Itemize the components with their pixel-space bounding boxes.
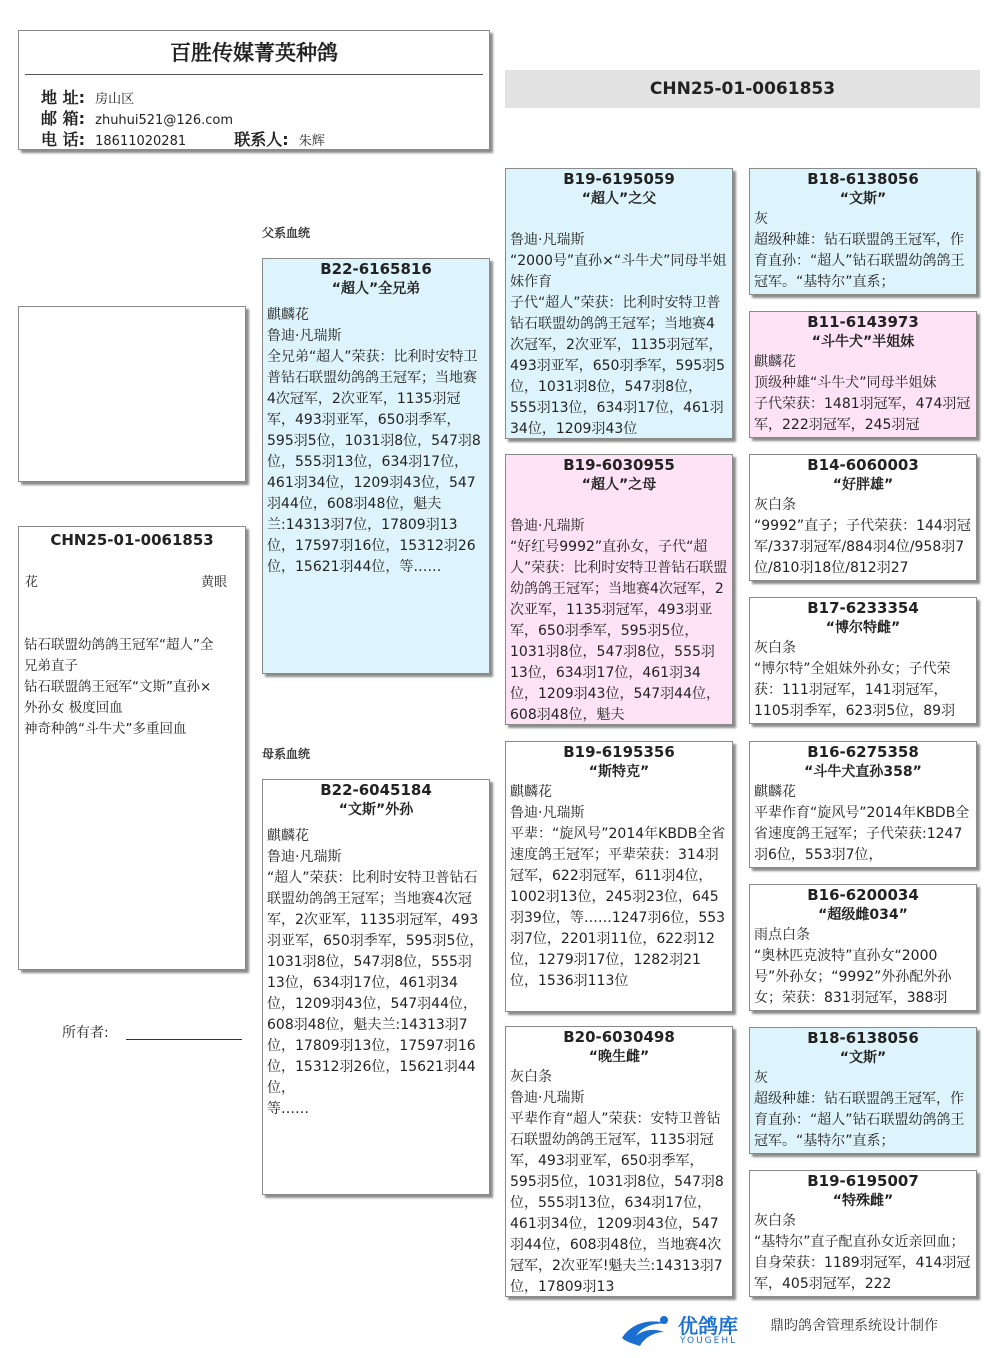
dam-card bbox=[262, 779, 490, 1195]
detail-line: “好红号9992”直孙女，子代“超人”荣获：比利时安特卫普钻石联盟幼鸽鸽王冠军；当地赛4次冠军，2次亚军，1135羽冠军，493羽亚军，650羽季军，595羽5位，1031羽8位，547羽8位，555羽13位，634羽17位，461羽34位，1209羽43位，547羽44位，608羽48位，魁夫 bbox=[510, 539, 728, 723]
logo-text-en: YOUGEHL bbox=[680, 1336, 738, 1346]
ancestor-details bbox=[750, 782, 976, 866]
detail-line: 平辈：“旋风号”2014年KBDB全省速度鸽王冠军；平辈荣获：314羽冠军，622羽冠军，611羽4位，1002羽13位，245羽23位，645羽39位，等……1247羽6位，553羽7位，2201羽11位，622羽12位，1279羽17位，1282羽21位，1536羽113位 bbox=[510, 826, 726, 989]
ancestor-ring: B11-6143973 bbox=[807, 313, 919, 331]
owner-signature-line[interactable] bbox=[126, 1039, 242, 1040]
detail-line: 鲁迪·凡瑞斯 bbox=[510, 518, 585, 534]
dam-name: “文斯”外孙 bbox=[338, 802, 414, 818]
detail-line: 子代“超人”荣获：比利时安特卫普钻石联盟幼鸽鸽王冠军；当地赛4次冠军，2次亚军，1135羽冠军，493羽亚军，650羽季军，595羽5位，1031羽8位，547羽8位，555羽13位，634羽17位，461羽34位，1209羽43位 bbox=[510, 295, 726, 437]
pigeon-description-line: 神奇种鸽“斗牛犬”多重回血 bbox=[24, 721, 187, 737]
phone-row bbox=[41, 127, 325, 150]
ancestor-ring: B16-6200034 bbox=[807, 886, 919, 904]
pigeon-color: 花 bbox=[25, 575, 39, 590]
sire-line-label: 父系血统 bbox=[262, 226, 311, 240]
ancestor-name: “文斯” bbox=[839, 191, 887, 207]
sire-detail-line: 全兄弟“超人”荣获：比利时安特卫普钻石联盟幼鸽鸽王冠军；当地赛4次冠军，2次亚军，1135羽冠军，493羽亚军，650羽季军，595羽5位，1031羽8位，547羽8位，555羽13位，634羽17位，461羽34位，1209羽43位，547羽44位，608羽48位，魁夫兰:14313羽7位，17809羽13位，17597羽16位，15312羽26位，15621羽44位，等…… bbox=[267, 349, 481, 575]
footer-credit: 鼎昀鸽舍管理系统设计制作 bbox=[770, 1318, 938, 1334]
email-row bbox=[41, 106, 233, 129]
detail-line: 鲁迪·凡瑞斯 bbox=[510, 805, 585, 821]
detail-line: 麒麟花 bbox=[754, 784, 796, 800]
ancestor-ring: B16-6275358 bbox=[807, 743, 919, 761]
email-value: zhuhui521@126.com bbox=[95, 113, 234, 128]
ancestor-name: “博尔特雌” bbox=[825, 620, 901, 636]
ancestor-details bbox=[750, 1211, 976, 1295]
ancestor-name: “斗牛犬直孙358” bbox=[804, 764, 922, 780]
pigeon-info-card bbox=[18, 526, 246, 970]
detail-line: 灰白条 bbox=[754, 640, 796, 656]
granddam-paternal-card bbox=[505, 454, 733, 725]
contact-label: 联系人: bbox=[234, 130, 289, 149]
yougeku-logo bbox=[618, 1308, 758, 1348]
ring-number-banner: CHN25-01-0061853 bbox=[505, 70, 980, 108]
pigeon-description-line: 钻石联盟鸽王冠军“文斯”直孙× bbox=[24, 679, 212, 695]
phone-value: 18611020281 bbox=[95, 134, 187, 149]
pigeon-photo-placeholder bbox=[18, 306, 246, 482]
phone-label: 电 话: bbox=[41, 130, 85, 149]
dam-details bbox=[263, 826, 489, 1120]
ancestor-details bbox=[750, 1068, 976, 1152]
detail-line: 雨点白条 bbox=[754, 927, 810, 943]
pigeon-swirl-icon bbox=[618, 1308, 674, 1348]
sire-ring-number: B22-6165816 bbox=[320, 260, 432, 278]
ancestor-card-7 bbox=[749, 1027, 977, 1154]
ancestor-name: “好胖雄” bbox=[832, 477, 894, 493]
detail-line: 灰白条 bbox=[510, 1069, 552, 1085]
address-value: 房山区 bbox=[95, 92, 135, 107]
dam-detail-line: “超人”荣获：比利时安特卫普钻石联盟幼鸽鸽王冠军；当地赛4次冠军，2次亚军，1135羽冠军，493羽亚军，650羽季军，595羽5位，1031羽8位，547羽8位，555羽13位，634羽17位，461羽34位，1209羽43位，547羽44位，608羽48位，魁夫兰:14313羽7位，17809羽13位，17597羽16位，15312羽26位，15621羽44位， bbox=[267, 870, 484, 1096]
detail-line: 鲁迪·凡瑞斯 bbox=[510, 1090, 585, 1106]
dam-ring-number: B22-6045184 bbox=[320, 781, 432, 799]
detail-line: 麒麟花 bbox=[754, 354, 796, 370]
ancestor-details bbox=[750, 209, 976, 293]
detail-line: “9992”直子；子代荣获：144羽冠军/337羽冠军/884羽4位/958羽7位/810羽18位/812羽27 bbox=[754, 518, 971, 576]
header-divider bbox=[25, 74, 483, 75]
grandsire-maternal-details bbox=[506, 782, 732, 992]
detail-line: “2000号”直孙×“斗牛犬”同母半姐妹作育 bbox=[510, 253, 727, 290]
detail-line: 灰白条 bbox=[754, 1213, 796, 1229]
detail-line: 超级种雄：钻石联盟鸽王冠军，作育直孙：“超人”钻石联盟幼鸽鸽王冠军。“基特尔”直系； bbox=[754, 1091, 965, 1149]
loft-name: 百胜传媒菁英种鸽 bbox=[170, 41, 338, 65]
sire-detail-line: 麒麟花 bbox=[267, 307, 309, 323]
ancestor-card-8 bbox=[749, 1170, 977, 1297]
ancestor-name: “文斯” bbox=[839, 1050, 887, 1066]
pigeon-eye: 黄眼 bbox=[200, 575, 227, 590]
detail-line: 超级种雄：钻石联盟鸽王冠军，作育直孙：“超人”钻石联盟幼鸽鸽王冠军。“基特尔”直系； bbox=[754, 232, 965, 290]
dam-line-label: 母系血统 bbox=[262, 747, 311, 761]
ancestor-name: “特殊雌” bbox=[832, 1193, 894, 1209]
pigeon-description bbox=[24, 635, 244, 740]
detail-line: 鲁迪·凡瑞斯 bbox=[510, 232, 585, 248]
detail-line: 子代荣获：1481羽冠军，474羽冠军，222羽冠军，245羽冠 bbox=[754, 396, 971, 433]
grandsire-paternal-card bbox=[505, 168, 733, 439]
ancestor-details bbox=[750, 638, 976, 722]
ancestor-ring: B17-6233354 bbox=[807, 599, 919, 617]
pigeon-description-line: 外孙女 极度回血 bbox=[24, 700, 123, 716]
ancestor-ring: B18-6138056 bbox=[807, 170, 919, 188]
detail-line: 平辈作育“超人”荣获：安特卫普钻石联盟幼鸽鸽王冠军，1135羽冠军，493羽亚军，650羽季军，595羽5位，1031羽8位，547羽8位，555羽13位，634羽17位，461羽34位，1209羽43位，547羽44位，608羽48位，当地赛4次冠军，2次亚军!魁夫兰:14313羽7位，17809羽13 bbox=[510, 1111, 724, 1295]
ancestor-name: “斗牛犬”半姐妹 bbox=[811, 334, 915, 350]
sire-name: “超人”全兄弟 bbox=[331, 281, 421, 297]
detail-line: 灰 bbox=[754, 211, 768, 227]
detail-line: 灰白条 bbox=[754, 497, 796, 513]
granddam-maternal-details bbox=[506, 1067, 732, 1297]
address-label: 地 址: bbox=[41, 88, 85, 107]
ancestor-card-5 bbox=[749, 741, 977, 868]
ancestor-ring: B14-6060003 bbox=[807, 456, 919, 474]
sire-details bbox=[263, 305, 489, 578]
grandsire-paternal-name: “超人”之父 bbox=[581, 191, 657, 207]
detail-line bbox=[510, 495, 728, 516]
ancestor-details bbox=[750, 495, 976, 579]
loft-info-card bbox=[18, 30, 490, 150]
detail-line: “基特尔”直子配直孙女近亲回血；自身荣获：1189羽冠军，414羽冠军，405羽冠军，222 bbox=[754, 1234, 971, 1292]
email-label: 邮 箱: bbox=[41, 109, 85, 128]
detail-line: “博尔特”全姐妹外孙女；子代荣获：111羽冠军，141羽冠军，1105羽季军，623羽5位，89羽 bbox=[754, 661, 956, 719]
grandsire-paternal-details bbox=[506, 209, 732, 439]
detail-line: 平辈作育“旋风号”2014年KBDB全省速度鸽王冠军；子代荣获:1247羽6位，553羽7位， bbox=[754, 805, 970, 863]
detail-line bbox=[510, 209, 728, 230]
owner-label: 所有者: bbox=[62, 1025, 109, 1041]
sire-card bbox=[262, 258, 490, 674]
grandsire-maternal-name: “斯特克” bbox=[588, 764, 650, 780]
granddam-maternal-name: “晚生雌” bbox=[588, 1049, 650, 1065]
pigeon-description-line: 兄弟直子 bbox=[24, 658, 78, 674]
ancestor-card-6 bbox=[749, 884, 977, 1011]
dam-detail-line: 麒麟花 bbox=[267, 828, 309, 844]
detail-line: 灰 bbox=[754, 1070, 768, 1086]
granddam-paternal-ring: B19-6030955 bbox=[563, 456, 675, 474]
ancestor-card-3 bbox=[749, 454, 977, 581]
ancestor-ring: B19-6195007 bbox=[807, 1172, 919, 1190]
grandsire-paternal-ring: B19-6195059 bbox=[563, 170, 675, 188]
ancestor-card-4 bbox=[749, 597, 977, 724]
sire-detail-line: 鲁迪·凡瑞斯 bbox=[267, 328, 342, 344]
dam-detail-line: 等…… bbox=[267, 1101, 309, 1117]
ancestor-details bbox=[750, 352, 976, 436]
ancestor-card-1 bbox=[749, 168, 977, 295]
granddam-paternal-details bbox=[506, 495, 732, 725]
ancestor-ring: B18-6138056 bbox=[807, 1029, 919, 1047]
ancestor-name: “超级雌034” bbox=[818, 907, 908, 923]
grandsire-maternal-ring: B19-6195356 bbox=[563, 743, 675, 761]
pigeon-ring-number: CHN25-01-0061853 bbox=[50, 531, 214, 549]
detail-line: 麒麟花 bbox=[510, 784, 552, 800]
ancestor-details bbox=[750, 925, 976, 1009]
pigeon-description-line: 钻石联盟幼鸽鸽王冠军“超人”全 bbox=[24, 637, 214, 653]
ancestor-card-2 bbox=[749, 311, 977, 438]
address-row bbox=[41, 85, 134, 108]
detail-line: 顶级种雄“斗牛犬”同母半姐妹 bbox=[754, 375, 937, 391]
logo-text-cn: 优鸽库 bbox=[678, 1314, 738, 1338]
dam-detail-line: 鲁迪·凡瑞斯 bbox=[267, 849, 342, 865]
grandsire-maternal-card bbox=[505, 741, 733, 1012]
contact-value: 朱辉 bbox=[298, 134, 325, 149]
granddam-maternal-ring: B20-6030498 bbox=[563, 1028, 675, 1046]
granddam-maternal-card bbox=[505, 1026, 733, 1297]
granddam-paternal-name: “超人”之母 bbox=[581, 477, 657, 493]
detail-line: “奥林匹克波特”直孙女“2000号”外孙女；“9992”外孙配外孙女；荣获：831羽冠军，388羽 bbox=[754, 948, 952, 1006]
